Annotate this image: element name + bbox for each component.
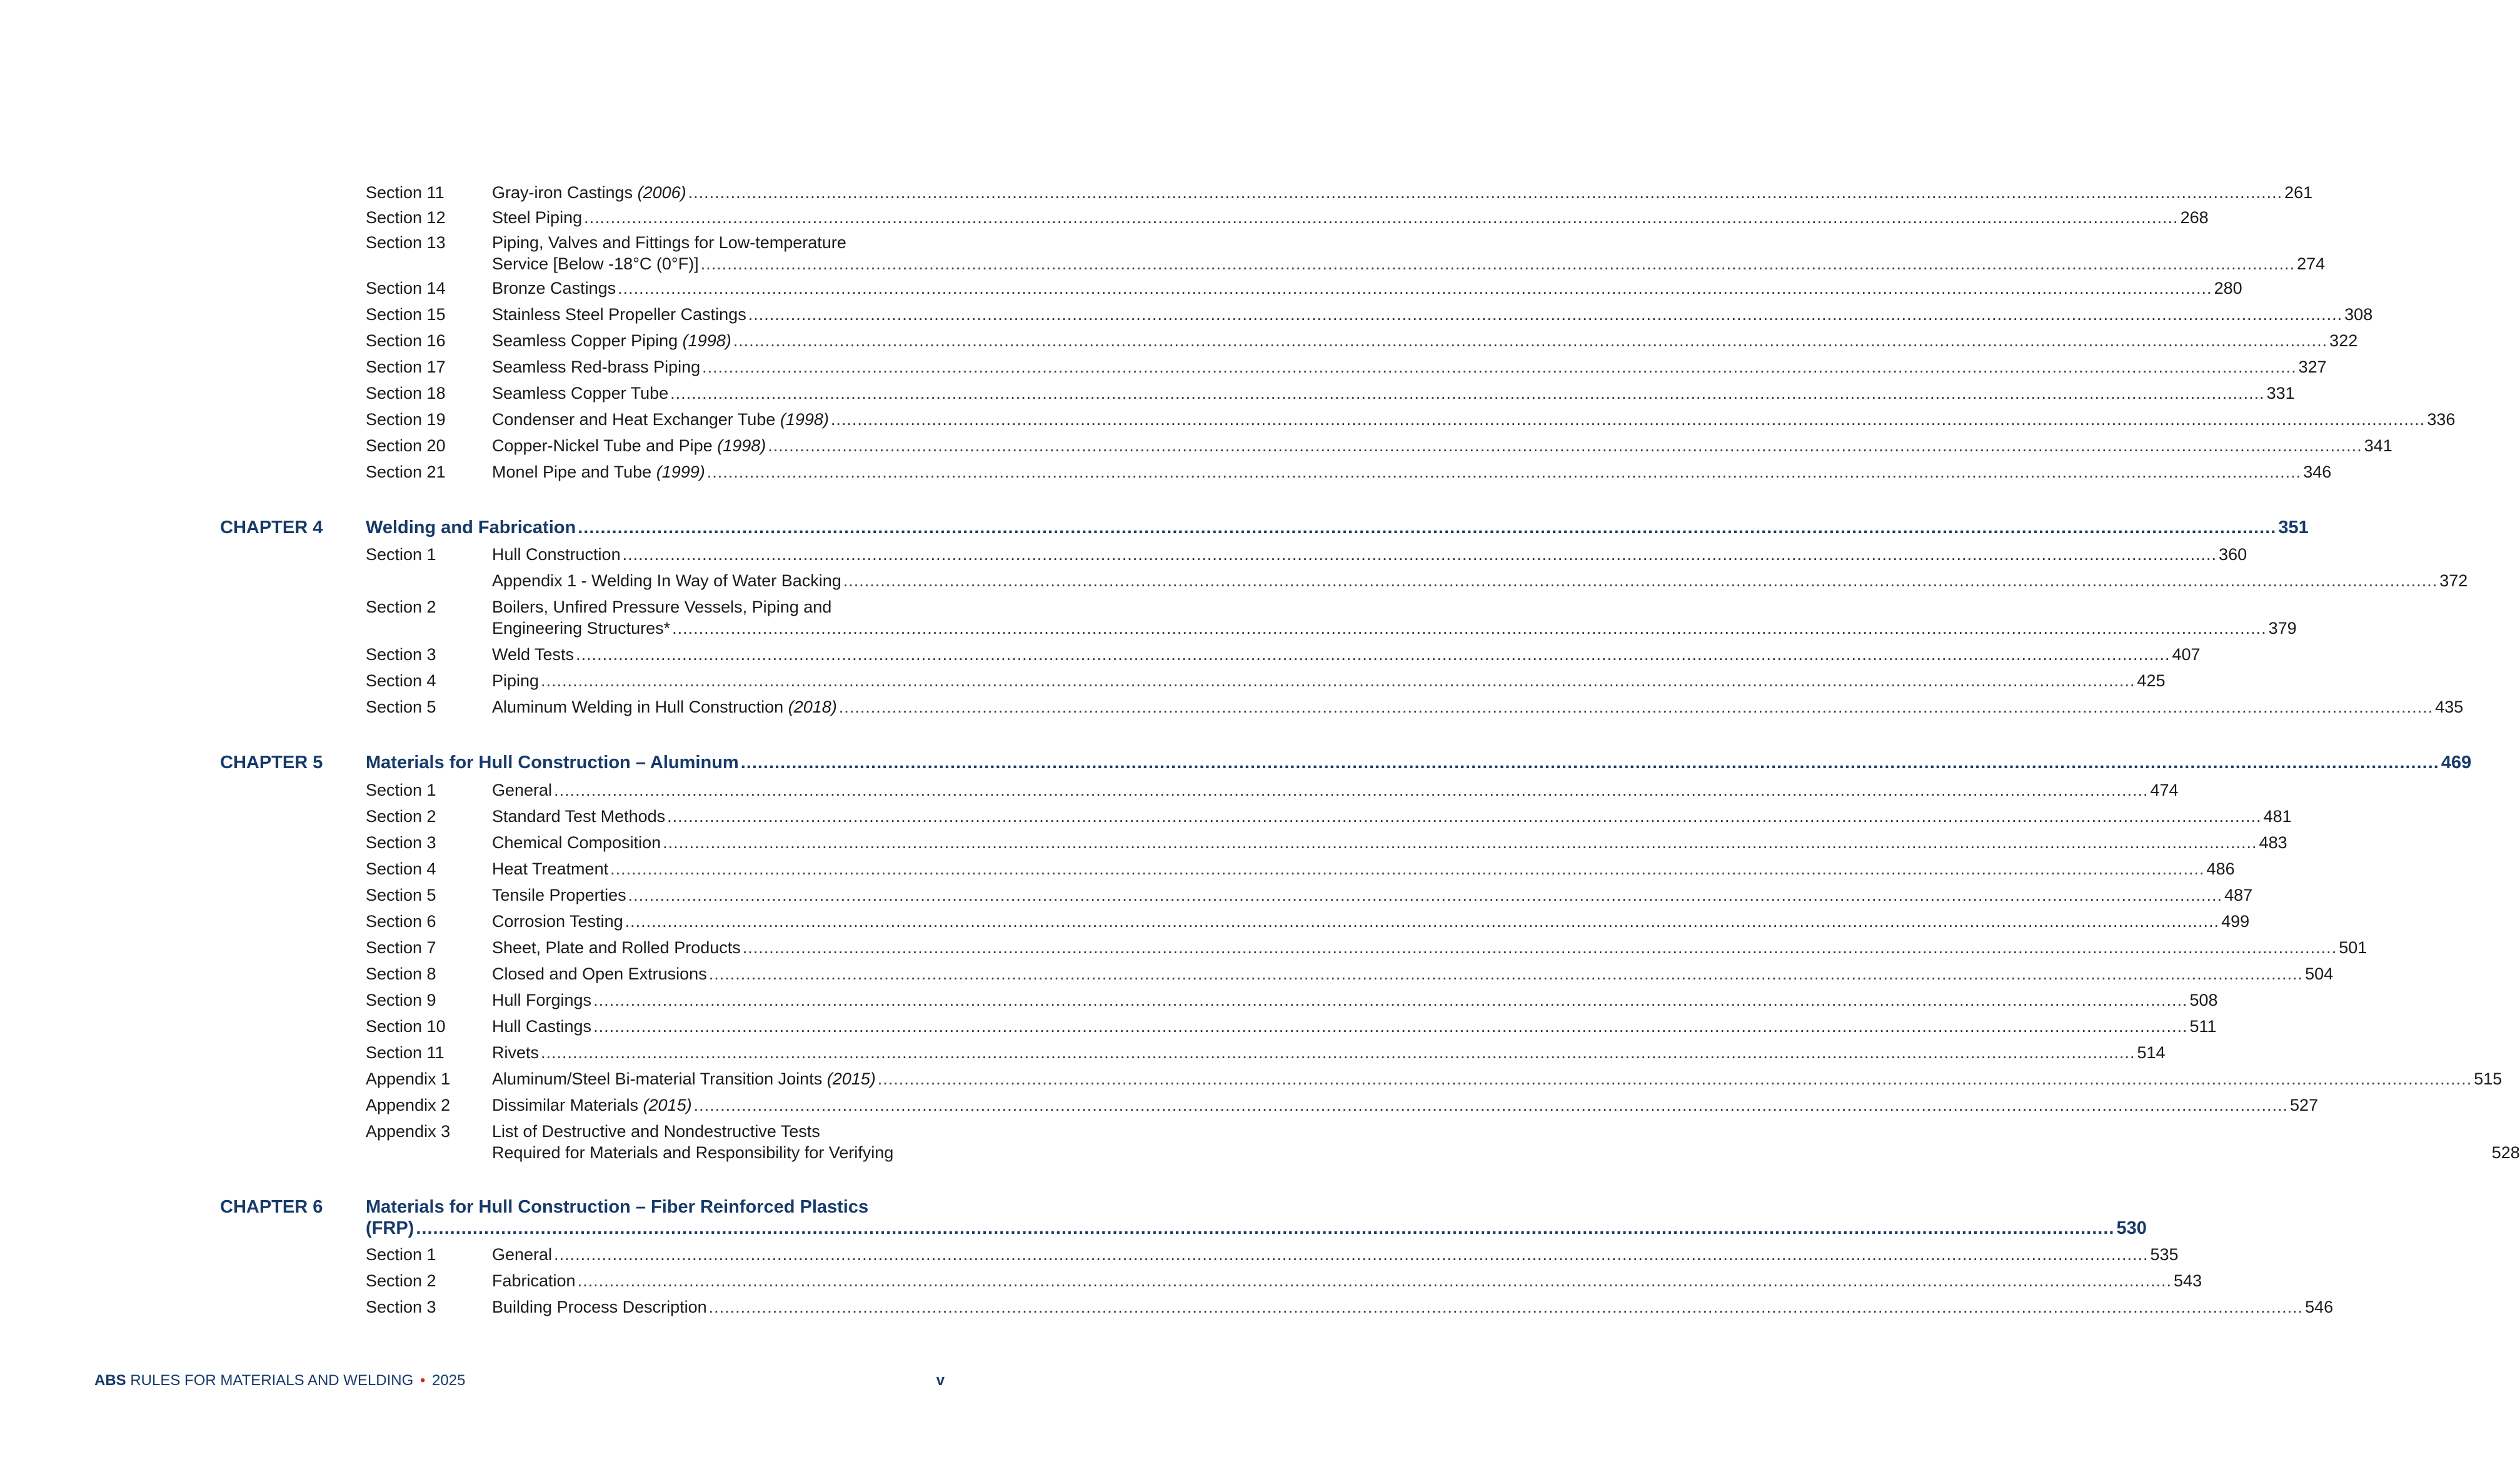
section-title: Building Process Description — [492, 1298, 707, 1316]
section-title: Seamless Copper Piping — [492, 331, 683, 350]
section-page: 360 — [2219, 545, 2247, 564]
section-title: Aluminum Welding in Hull Construction — [492, 698, 788, 716]
section-title: Seamless Red-brass Piping — [492, 358, 701, 376]
dot-leader: ............................................................................................................................................................................................................................................................................................................ — [768, 436, 2362, 455]
dot-leader: ............................................................................................................................................................................................................................................................................................................ — [541, 1043, 2136, 1062]
section-label: Section 4 — [366, 671, 436, 690]
section-label: Section 16 — [366, 331, 446, 350]
section-label: Section 12 — [366, 208, 446, 227]
section-title: Hull Construction — [492, 545, 621, 564]
section-label: Section 5 — [366, 698, 436, 716]
section-label: Section 1 — [366, 1245, 436, 1264]
section-page: 379 — [2268, 619, 2297, 638]
section-title: Rivets — [492, 1043, 540, 1062]
section-page: 504 — [2305, 964, 2334, 983]
section-page: 543 — [2174, 1271, 2202, 1290]
section-note: (1998) — [717, 436, 766, 455]
section-label: Section 3 — [366, 833, 436, 852]
dot-leader: ............................................................................................................................................................................................................................................................................................................ — [554, 1245, 2149, 1264]
dot-leader: ............................................................................................................................................................................................................................................................................................................ — [554, 781, 2149, 799]
section-label: Section 3 — [366, 1298, 436, 1316]
section-page: 546 — [2305, 1298, 2334, 1316]
section-label: Section 17 — [366, 358, 446, 376]
dot-leader: ............................................................................................................................................................................................................................................................................................................ — [733, 331, 2328, 350]
section-label: Section 7 — [366, 938, 436, 957]
section-page: 280 — [2214, 279, 2242, 298]
dot-leader: ............................................................................................................................................................................................................................................................................................................ — [577, 1271, 2172, 1290]
section-note: (1998) — [780, 410, 829, 429]
section-page: 515 — [2474, 1069, 2502, 1088]
dot-leader: ............................................................................................................................................................................................................................................................................................................ — [748, 305, 2343, 324]
section-label: Section 14 — [366, 279, 446, 298]
section-label: Section 6 — [366, 912, 436, 931]
section-label: Section 3 — [366, 645, 436, 664]
section-title: Appendix 1 - Welding In Way of Water Backing — [492, 571, 841, 590]
section-title-continued: Service [Below -18°C (0°F)] — [492, 254, 699, 273]
section-page: 331 — [2266, 384, 2295, 403]
dot-leader: ............................................................................................................................................................................................................................................................................................................ — [578, 518, 2277, 538]
dot-leader: ............................................................................................................................................................................................................................................................................................................ — [706, 463, 2302, 481]
section-title: Corrosion Testing — [492, 912, 623, 931]
dot-leader: ............................................................................................................................................................................................................................................................................................................ — [663, 833, 2257, 852]
section-label: Section 5 — [366, 886, 436, 904]
dot-leader: ............................................................................................................................................................................................................................................................................................................ — [576, 645, 2171, 664]
section-note: (2015) — [826, 1069, 876, 1088]
section-page: 483 — [2259, 833, 2287, 852]
dot-leader: ............................................................................................................................................................................................................................................................................................................ — [416, 1218, 2115, 1238]
section-label: Section 10 — [366, 1017, 446, 1036]
section-title: Condenser and Heat Exchanger Tube — [492, 410, 780, 429]
section-title: General — [492, 781, 553, 799]
chapter-title: Welding and Fabrication — [366, 518, 576, 538]
section-label: Section 2 — [366, 807, 436, 826]
section-page: 527 — [2290, 1096, 2319, 1114]
footer-year: 2025 — [428, 1372, 466, 1389]
section-label: Section 4 — [366, 859, 436, 878]
section-title: Sheet, Plate and Rolled Products — [492, 938, 741, 957]
section-label: Section 19 — [366, 410, 446, 429]
chapter-label: CHAPTER 4 — [220, 518, 323, 538]
section-title: Monel Pipe and Tube — [492, 463, 656, 481]
section-page: 425 — [2137, 671, 2166, 690]
section-label: Section 2 — [366, 598, 436, 616]
dot-leader: ............................................................................................................................................................................................................................................................................................................ — [541, 671, 2136, 690]
section-title: Fabrication — [492, 1271, 576, 1290]
section-title: Heat Treatment — [492, 859, 609, 878]
section-title: Standard Test Methods — [492, 807, 666, 826]
section-label: Section 11 — [366, 1043, 444, 1062]
section-title: Stainless Steel Propeller Castings — [492, 305, 746, 324]
dot-leader: ............................................................................................................................................................................................................................................................................................................ — [830, 410, 2426, 429]
section-title: Aluminum/Steel Bi-material Transition Joints — [492, 1069, 827, 1088]
section-title: Tensile Properties — [492, 886, 626, 904]
section-page: 372 — [2439, 571, 2468, 590]
section-note: (2015) — [643, 1096, 692, 1114]
section-label: Section 1 — [366, 781, 436, 799]
section-note: (2018) — [788, 698, 837, 716]
dot-leader: ............................................................................................................................................................................................................................................................................................................ — [742, 938, 2337, 957]
chapter-page: 351 — [2278, 518, 2309, 538]
section-page: 336 — [2427, 410, 2456, 429]
section-title: Steel Piping — [492, 208, 583, 227]
section-page: 261 — [2284, 183, 2313, 202]
section-title: General — [492, 1245, 553, 1264]
dot-leader: ............................................................................................................................................................................................................................................................................................................ — [702, 358, 2297, 376]
section-label: Section 15 — [366, 305, 446, 324]
dot-leader: ............................................................................................................................................................................................................................................................................................................ — [708, 964, 2304, 983]
section-label: Section 13 — [366, 233, 446, 252]
section-title: Piping — [492, 671, 540, 690]
dot-leader: ............................................................................................................................................................................................................................................................................................................ — [693, 1096, 2289, 1114]
section-page: 274 — [2297, 254, 2326, 273]
section-label: Section 2 — [366, 1271, 436, 1290]
section-page: 407 — [2172, 645, 2201, 664]
dot-leader: ............................................................................................................................................................................................................................................................................................................ — [618, 279, 2212, 298]
dot-leader: ............................................................................................................................................................................................................................................................................................................ — [622, 545, 2217, 564]
section-page: 511 — [2189, 1017, 2217, 1036]
dot-leader: ............................................................................................................................................................................................................................................................................................................ — [610, 859, 2205, 878]
dot-leader: ............................................................................................................................................................................................................................................................................................................ — [700, 254, 2296, 273]
dot-leader: ............................................................................................................................................................................................................................................................................................................ — [672, 619, 2267, 638]
dot-leader: ............................................................................................................................................................................................................................................................................................................ — [843, 571, 2438, 590]
section-page: 327 — [2298, 358, 2327, 376]
section-page: 308 — [2344, 305, 2373, 324]
section-page: 486 — [2206, 859, 2235, 878]
section-page: 435 — [2435, 698, 2464, 716]
dot-leader: ............................................................................................................................................................................................................................................................................................................ — [877, 1069, 2472, 1088]
section-note: (2006) — [637, 183, 686, 202]
section-title: Bronze Castings — [492, 279, 616, 298]
chapter-label: CHAPTER 6 — [220, 1197, 323, 1217]
chapter-title: Materials for Hull Construction – Fiber Reinforced Plastics — [366, 1197, 869, 1217]
dot-leader: ............................................................................................................................................................................................................................................................................................................ — [628, 886, 2223, 904]
section-title: Boilers, Unfired Pressure Vessels, Piping and — [492, 598, 832, 616]
footer-bullet: • — [419, 1372, 426, 1389]
section-page: 528 — [2491, 1143, 2520, 1162]
section-page: 535 — [2150, 1245, 2179, 1264]
section-title: Hull Forgings — [492, 991, 592, 1009]
section-label: Section 11 — [366, 183, 444, 202]
appendix-label: Appendix 1 — [366, 1069, 451, 1088]
section-page: 322 — [2329, 331, 2358, 350]
section-title: Weld Tests — [492, 645, 575, 664]
section-page: 268 — [2180, 208, 2209, 227]
section-title: Dissimilar Materials — [492, 1096, 643, 1114]
footer-title: RULES FOR MATERIALS AND WELDING — [126, 1372, 418, 1389]
section-page: 481 — [2263, 807, 2292, 826]
dot-leader: ............................................................................................................................................................................................................................................................................................................ — [593, 1017, 2188, 1036]
section-page: 474 — [2150, 781, 2179, 799]
section-label: Section 8 — [366, 964, 436, 983]
section-title: Hull Castings — [492, 1017, 592, 1036]
brand-logo: ABS — [94, 1372, 126, 1389]
section-title: Seamless Copper Tube — [492, 384, 669, 403]
dot-leader: ............................................................................................................................................................................................................................................................................................................ — [688, 183, 2283, 202]
section-page: 487 — [2224, 886, 2253, 904]
dot-leader: ............................................................................................................................................................................................................................................................................................................ — [593, 991, 2188, 1009]
section-title: List of Destructive and Nondestructive Tests — [492, 1122, 820, 1141]
chapter-title-continued: (FRP) — [366, 1218, 414, 1238]
page-footer — [94, 1371, 945, 1390]
section-title-continued: Engineering Structures* — [492, 619, 671, 638]
section-note: (1999) — [656, 463, 705, 481]
section-page: 499 — [2221, 912, 2250, 931]
section-page: 514 — [2137, 1043, 2166, 1062]
chapter-page: 530 — [2116, 1218, 2147, 1238]
section-note: (1998) — [682, 331, 731, 350]
dot-leader: ............................................................................................................................................................................................................................................................................................................ — [708, 1298, 2304, 1316]
section-title-continued: Required for Materials and Responsibility for Verifying — [492, 1143, 894, 1162]
section-page: 341 — [2364, 436, 2392, 455]
chapter-title: Materials for Hull Construction – Aluminum — [366, 753, 739, 773]
dot-leader: ............................................................................................................................................................................................................................................................................................................ — [584, 208, 2179, 227]
section-label: Section 9 — [366, 991, 436, 1009]
chapter-label: CHAPTER 5 — [220, 753, 323, 773]
section-label: Section 18 — [366, 384, 446, 403]
section-label: Section 1 — [366, 545, 436, 564]
chapter-page: 469 — [2441, 753, 2472, 773]
section-page: 508 — [2189, 991, 2218, 1009]
section-label: Section 20 — [366, 436, 446, 455]
section-title: Chemical Composition — [492, 833, 661, 852]
section-title: Copper-Nickel Tube and Pipe — [492, 436, 718, 455]
dot-leader: ............................................................................................................................................................................................................................................................................................................ — [838, 698, 2434, 716]
section-page: 346 — [2303, 463, 2332, 481]
section-title: Closed and Open Extrusions — [492, 964, 707, 983]
section-title: Piping, Valves and Fittings for Low-temperature — [492, 233, 846, 252]
section-label: Section 21 — [366, 463, 446, 481]
appendix-label: Appendix 2 — [366, 1096, 451, 1114]
dot-leader: ............................................................................................................................................................................................................................................................................................................ — [670, 384, 2265, 403]
section-page: 501 — [2339, 938, 2367, 957]
section-title: Gray-iron Castings — [492, 183, 633, 202]
appendix-label: Appendix 3 — [366, 1122, 451, 1141]
dot-leader: ............................................................................................................................................................................................................................................................................................................ — [667, 807, 2262, 826]
page-number: v — [936, 1372, 945, 1389]
dot-leader: ............................................................................................................................................................................................................................................................................................................ — [740, 753, 2439, 773]
dot-leader: ............................................................................................................................................................................................................................................................................................................ — [625, 912, 2220, 931]
